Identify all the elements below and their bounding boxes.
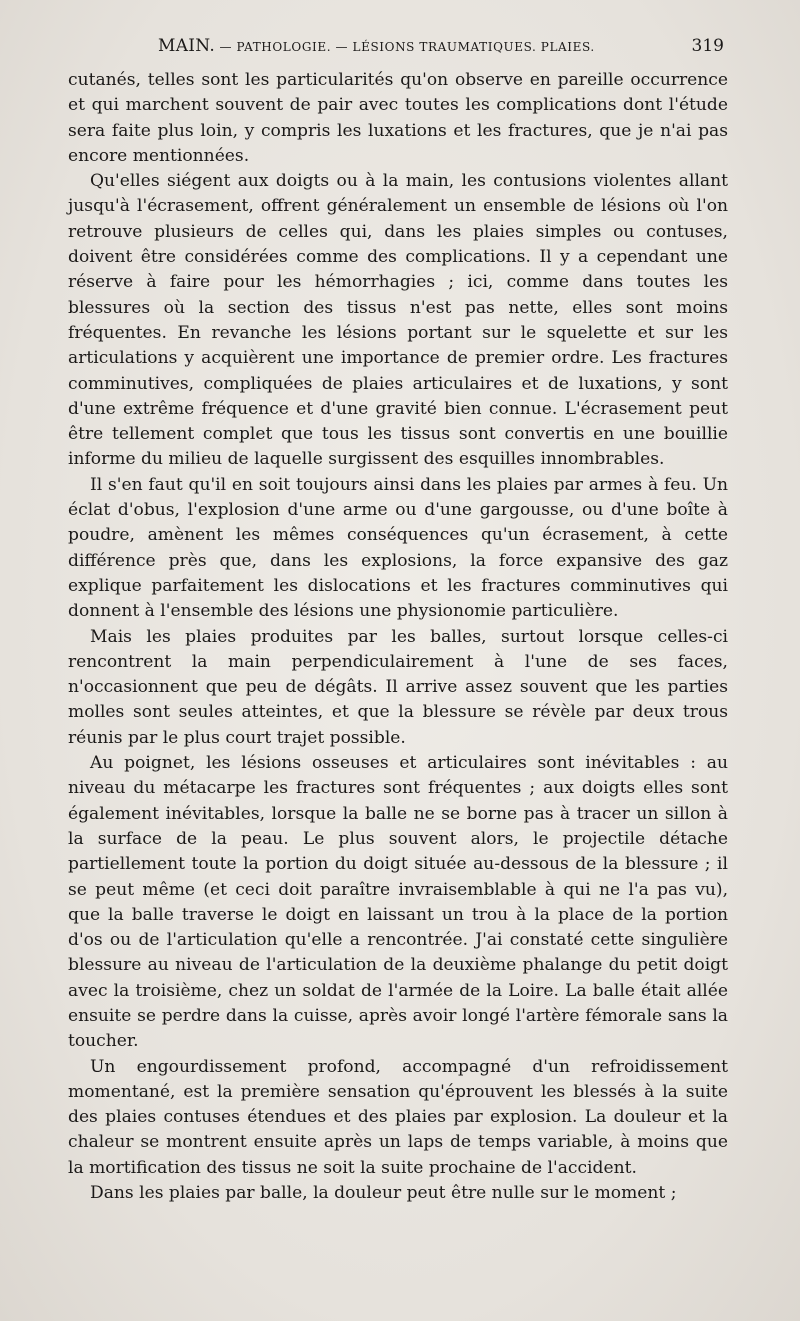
running-header [68,34,728,58]
paragraph-armes-a-feu: Il s'en faut qu'il en soit toujours ainsi dans les plaies par armes à feu. Un éclat d'obus, l'explosion d'une arme ou d'une gargousse, ou d'une boîte à poudre, amènent les mêmes conséquences qu'un écrasement, à cette différence près que, dans les explosions, la force expansive des gaz explique parfaitement les dislocations et les fractures comminutives qui donnent à l'ensemble des lésions une physionomie particulière. [68,474,728,622]
paragraph-contusions: Qu'elles siégent aux doigts ou à la main, les contusions violentes allant jusqu'à l'écrasement, offrent généralement un ensemble de lésions où l'on retrouve plusieurs de celles qui, dans les plaies simples ou contuses, doivent être considérées comme des complications. Il y a cependant une réserve à faire pour les hémorrhagies ; ici, comme dans toutes les blessures où la section des tissus n'est pas nette, elles sont moins fréquentes. En revanche les lésions portant sur le squelette et sur les articulations y acquièrent une importance de premier ordre. Les fractures comminutives, compliquées de plaies articulaires et de luxations, y sont d'une extrême fréquence et d'une gravité bien connue. L'écrasement peut être tellement complet que tous les tissus sont convertis en une bouillie informe du milieu de laquelle surgissent des esquilles innombrables. [68,171,728,470]
paragraph-balles: Mais les plaies produites par les balles, surtout lorsque celles-ci rencontrent la main perpendiculairement à l'une de ses faces, n'occasionnent que peu de dégâts. Il arrive assez souvent que les parties molles sont seules atteintes, et que la blessure se révèle par deux trous réunis par le plus court trajet possible. [68,626,728,748]
page-number: 319 [691,36,724,56]
paragraph-poignet: Au poignet, les lésions osseuses et articulaires sont inévitables : au niveau du métacarpe les fractures sont fréquentes ; aux doigts elles sont également inévitables, lorsque la balle ne se borne pas à tracer un sillon à la surface de la peau. Le plus souvent alors, le projectile détache partiellement toute la portion du doigt située au-dessous de la blessure ; il se peut même (et ceci doit paraître invraisemblable à qui ne l'a pas vu), que la balle traverse le doigt en laissant un trou à la place de la portion d'os ou de l'articulation qu'elle a rencontrée. J'ai constaté cette singulière blessure au niveau de l'articulation de la deuxième phalange du petit doigt avec la troisième, chez un soldat de l'armée de la Loire. La balle était allée ensuite se perdre dans la cuisse, après avoir longé l'artère fémorale sans la toucher. [68,753,728,1052]
running-title [158,34,595,59]
running-title-main: MAIN. [158,36,216,56]
running-title-rest: — PATHOLOGIE. — LÉSIONS TRAUMATIQUES. PLAIES. [215,40,595,54]
paragraph-engourdissement: Un engourdissement profond, accompagné d'un refroidissement momentané, est la première sensation qu'éprouvent les blessés à la suite des plaies contuses étendues et des plaies par explosion. La douleur et la chaleur se montrent ensuite après un laps de temps variable, à moins que la mortification des tissus ne soit la suite prochaine de l'accident. [68,1056,728,1178]
paragraph-douleur: Dans les plaies par balle, la douleur peut être nulle sur le moment ; [90,1183,677,1204]
body-text [68,68,728,1206]
paragraph-continuation: cutanés, telles sont les particularités qu'on observe en pareille occurrence et qui marchent souvent de pair avec toutes les complications dont l'étude sera faite plus loin, y compris les luxations et les fractures, que je n'ai pas encore mentionnées. [68,70,728,166]
